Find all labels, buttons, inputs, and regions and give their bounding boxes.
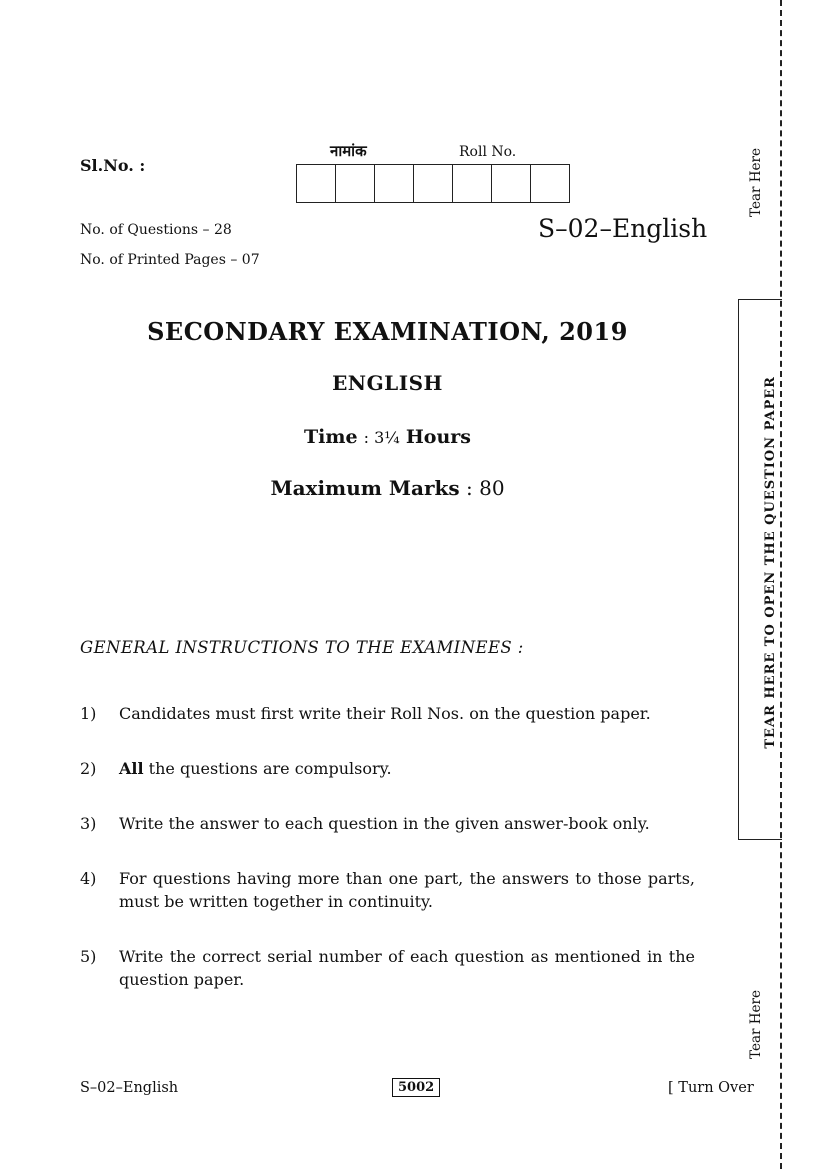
number-of-questions: No. of Questions – 28 [80,222,232,238]
roll-number-boxes [296,164,570,203]
subject-title: ENGLISH [332,371,443,395]
maximum-marks [60,476,715,500]
roll-box [491,164,531,203]
footer-turn-over: [ Turn Over [668,1080,754,1096]
roll-box [530,164,570,203]
instruction-number: 4) [80,869,97,888]
roll-number-label: Roll No. [459,144,517,160]
paper-code: S–02–English [538,214,708,243]
instruction-text: Candidates must first write their Roll Nos. on the question paper. [119,704,651,723]
exam-time [60,426,715,448]
footer-paper-code: S–02–English [80,1080,179,1096]
roll-box [452,164,492,203]
roll-box [413,164,453,203]
instruction-number: 3) [80,814,97,833]
instruction-number: 2) [80,759,97,778]
tear-here-top: Tear Here [748,148,764,217]
instruction-text: Write the correct serial number of each question as mentioned in the question paper. [119,947,695,989]
instruction-item [80,702,695,725]
instruction-text: All the questions are compulsory. [119,759,392,778]
tear-open-box [738,299,782,840]
number-of-pages: No. of Printed Pages – 07 [80,252,260,268]
instruction-number: 5) [80,947,97,966]
tear-open-text: TEAR HERE TO OPEN THE QUESTION PAPER [763,376,778,749]
instruction-item [80,945,695,991]
roll-box [296,164,336,203]
instruction-item [80,812,695,835]
time-label: Time [304,426,358,448]
footer-page-code: 5002 [392,1078,440,1097]
roll-label-hindi: नामांक [330,142,367,160]
marks-label: Maximum Marks [270,476,460,500]
instruction-number: 1) [80,704,97,723]
tear-here-bottom: Tear Here [748,990,764,1059]
instruction-text: For questions having more than one part, the answers to those parts, must be written together in continuity. [119,869,695,911]
instruction-text: Write the answer to each question in the given answer-book only. [119,814,650,833]
instructions-heading: GENERAL INSTRUCTIONS TO THE EXAMINEES : [80,638,524,657]
instruction-item [80,867,695,913]
time-unit: Hours [405,426,471,448]
exam-title: SECONDARY EXAMINATION, 2019 [147,317,628,346]
marks-value: : 80 [466,476,505,500]
serial-number-label: Sl.No. : [80,156,146,175]
roll-box [374,164,414,203]
roll-box [335,164,375,203]
time-value: : 3¼ [363,428,400,447]
instruction-item [80,757,695,780]
